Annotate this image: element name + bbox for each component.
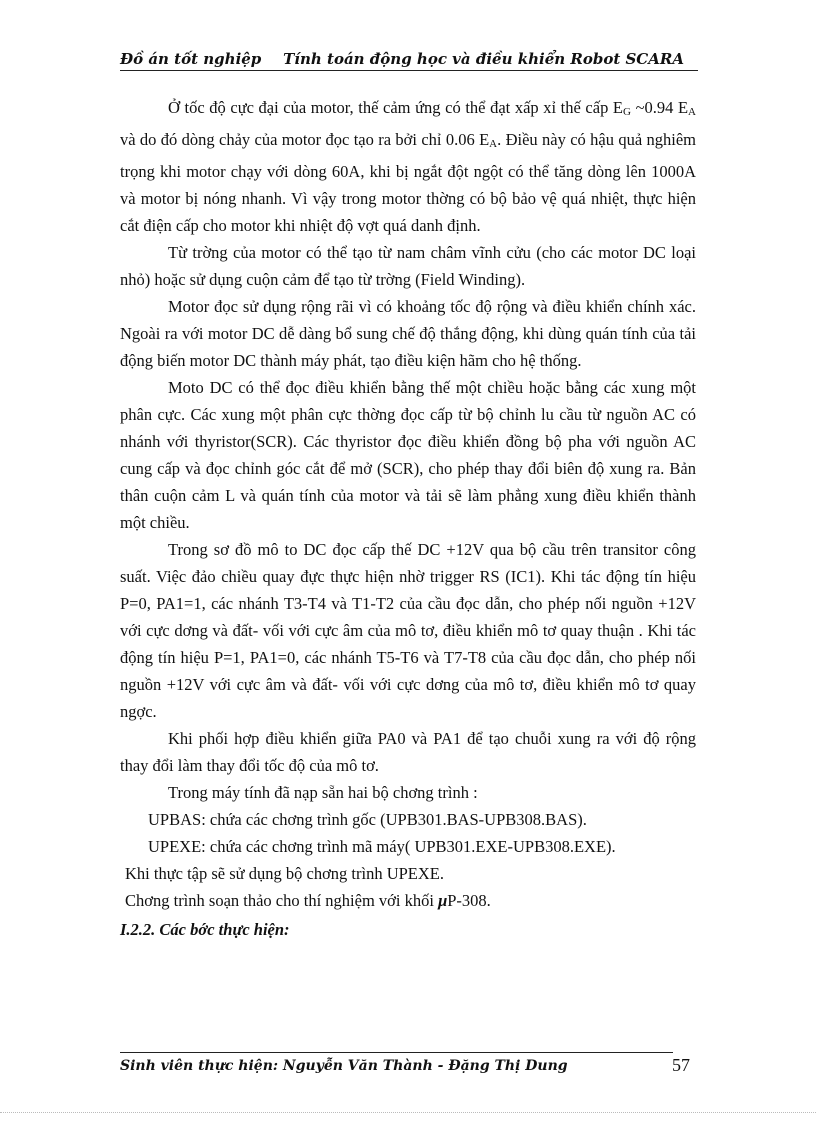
paragraph-5: Trong sơ đồ mô to DC đọc cấp thế DC +12V qua bộ cầu trên transitor công suất. Việc đảo chiều quay đực thực hiện nhờ trigger RS (IC1). Khi tác động tín hiệu P=0, PA1=1, các nhánh T3-T4 và T1-T2 của cầu đọc dẫn, cho phép nối nguồn +12V với cực dơng và đất- vối với cực âm của mô tơ, điều khiển mô tơ quay thuận . Khi tác động tín hiệu P=1, PA1=0, các nhánh T5-T6 và T7-T8 của cầu đọc dẫn, cho phép nối nguồn +12V với cực âm và đất- vối với cực dơng của mô tơ, điều khiển mô tơ quay ngợc. <box>120 540 696 721</box>
body-text <box>120 94 696 943</box>
header-right-title: Tính toán động học và điều khiển Robot SCARA <box>283 50 684 68</box>
footer-authors: Sinh viên thực hiện: Nguyễn Văn Thành - Đặng Thị Dung <box>120 1058 568 1074</box>
paragraph-4: Moto DC có thể đọc điều khiển bằng thế một chiều hoặc bằng các xung một phân cực. Các xung một phân cực thờng đọc cấp từ bộ chỉnh lu cầu từ nguồn AC có nhánh với thyristor(SCR). Các thyristor đọc điều khiển đồng bộ pha với nguồn AC cung cấp và đọc chỉnh góc cắt để mở (SCR), cho phép thay đổi biên độ xung ra. Bản thân cuộn cảm L và quán tính của motor và tải sẽ làm phẳng xung điều khiển thành một chiều. <box>120 378 696 532</box>
footer-divider <box>120 1052 673 1053</box>
section-heading: I.2.2. Các bớc thực hiện: <box>120 920 290 939</box>
paragraph-8: UPBAS: chứa các chơng trình gốc (UPB301.BAS-UPB308.BAS). <box>148 810 587 829</box>
paragraph-2: Từ trờng của motor có thể tạo từ nam châm vĩnh cửu (cho các motor DC loại nhỏ) hoặc sử dụng cuộn cảm để tạo từ trờng (Field Winding). <box>120 243 696 289</box>
page-header <box>120 46 698 71</box>
paragraph-11: Chơng trình soạn thảo cho thí nghiệm với khối μP-308. <box>125 891 491 910</box>
paragraph-9: UPEXE: chứa các chơng trình mã máy( UPB301.EXE-UPB308.EXE). <box>148 837 616 856</box>
paragraph-10: Khi thực tập sẽ sử dụng bộ chơng trình UPEXE. <box>125 864 444 883</box>
header-left-title: Đồ án tốt nghiệp <box>120 50 262 68</box>
paragraph-6: Khi phối hợp điều khiển giữa PA0 và PA1 để tạo chuỗi xung ra với độ rộng thay đổi làm thay đổi tốc độ của mô tơ. <box>120 729 696 775</box>
paragraph-7: Trong máy tính đã nạp sẵn hai bộ chơng trình : <box>168 783 478 802</box>
paragraph-1: Ở tốc độ cực đại của motor, thế cảm ứng có thể đạt xấp xỉ thế cấp EG ~0.94 EA và do đó dòng chảy của motor đọc tạo ra bởi chỉ 0.06 EA. Điều này có hậu quả nghiêm trọng khi motor chạy với dòng 60A, khi bị ngắt đột ngột có thể tăng dòng lên 1000A và motor bị nóng nhanh. Vì vậy trong motor thờng có bộ bảo vệ quá nhiệt, thực hiện cắt điện cấp cho motor khi nhiệt độ vợt quá danh định. <box>120 98 696 235</box>
page-bottom-border <box>0 1112 816 1113</box>
mu-symbol: μ <box>438 891 448 910</box>
page-number: 57 <box>672 1055 690 1075</box>
paragraph-3: Motor đọc sử dụng rộng rãi vì có khoảng tốc độ rộng và điều khiển chính xác. Ngoài ra với motor DC dễ dàng bổ sung chế độ thắng động, khi dùng quán tính của tải động biến motor DC thành máy phát, tạo điều kiện hãm cho hệ thống. <box>120 297 696 370</box>
